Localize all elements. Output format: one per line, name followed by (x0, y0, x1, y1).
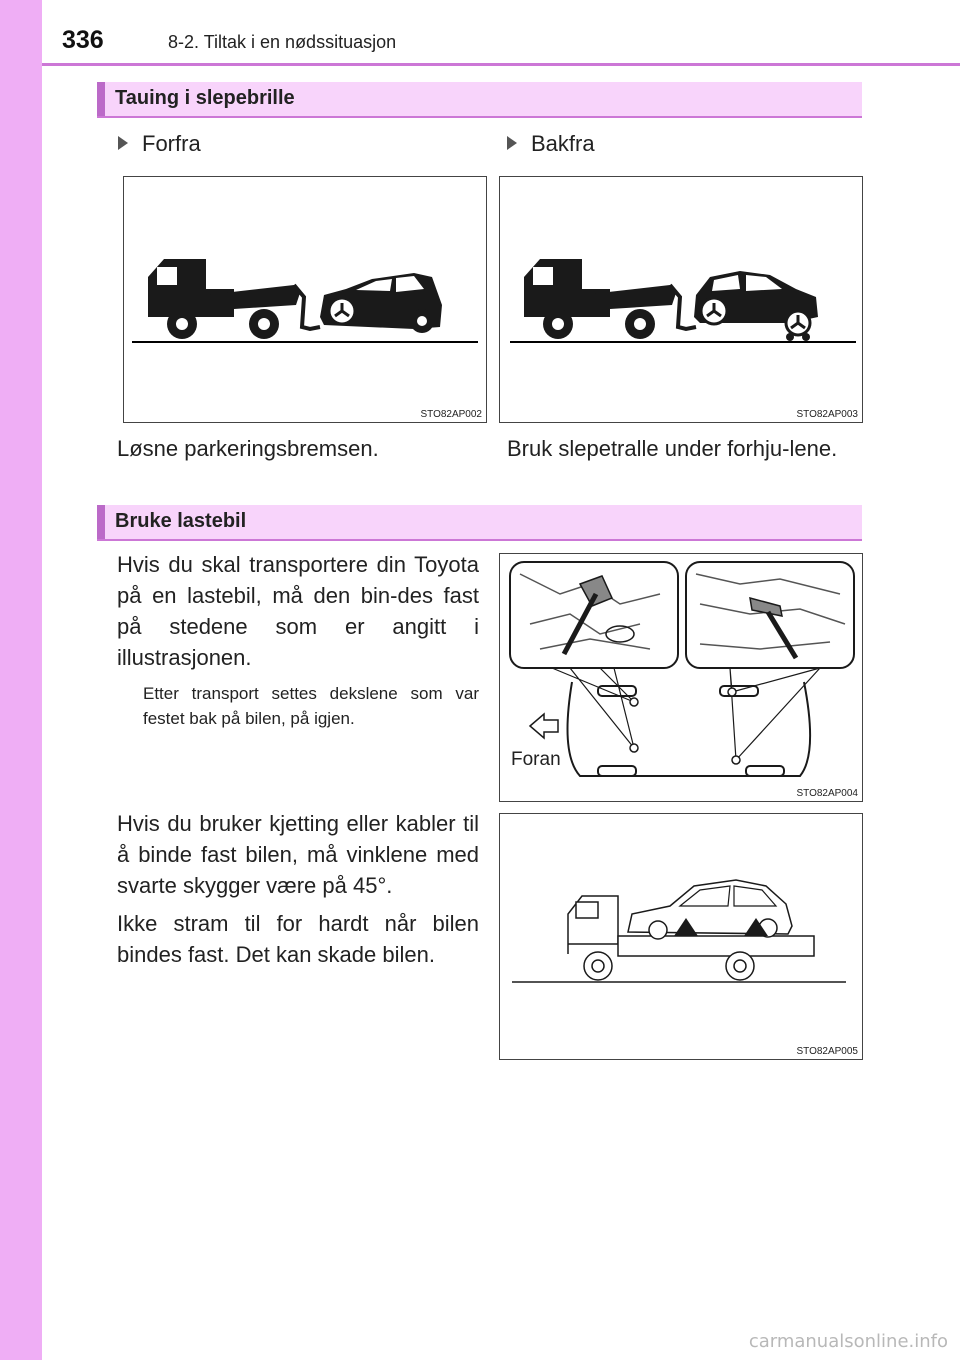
tow-truck-back-illustration (500, 177, 862, 422)
section-title: Tauing i slepebrille (115, 87, 295, 109)
figure-code: STO82AP003 (796, 409, 858, 420)
section-heading-tauing (97, 82, 862, 118)
tow-truck-front-illustration (124, 177, 486, 422)
figure-code: STO82AP005 (796, 1046, 858, 1057)
car-on-truck-illustration (500, 814, 862, 1059)
triangle-bullet-icon (118, 136, 128, 150)
note-covers: Etter transport settes dekslene som var festet bak på bilen, på igjen. (143, 684, 479, 728)
page-number: 336 (62, 26, 104, 54)
paragraph-chains: Hvis du bruker kjetting eller kabler til å binde fast bilen, må vinklene med svarte skygger være på 45°. (117, 811, 479, 898)
triangle-bullet-icon (507, 136, 517, 150)
watermark: carmanualsonline.info (748, 1331, 948, 1352)
side-tab-strip (0, 0, 42, 1360)
paragraph-transport: Hvis du skal transportere din Toyota på en lastebil, må den bin-des fast på stedene som er angitt i illustrasjonen. (117, 552, 479, 670)
figure-code: STO82AP002 (420, 409, 482, 420)
subhead-forfra (118, 131, 201, 157)
figure-tie-down-points (499, 553, 863, 802)
header-divider (42, 63, 960, 66)
figure-tow-back (499, 176, 863, 423)
subhead-bakfra (507, 131, 595, 157)
caption-front: Løsne parkeringsbremsen. (117, 436, 379, 461)
subhead-label: Bakfra (531, 131, 595, 156)
figure-tow-front (123, 176, 487, 423)
paragraph-tighten: Ikke stram til for hardt når bilen bindes fast. Det kan skade bilen. (117, 911, 479, 967)
figure-car-on-truck (499, 813, 863, 1060)
section-heading-lastebil (97, 505, 862, 541)
front-label: Foran (511, 749, 561, 770)
caption-back: Bruk slepetralle under forhju-lene. (507, 436, 838, 461)
chapter-title: 8-2. Tiltak i en nødssituasjon (168, 32, 397, 52)
section-title: Bruke lastebil (115, 510, 247, 532)
subhead-label: Forfra (142, 131, 201, 156)
figure-code: STO82AP004 (796, 788, 858, 799)
